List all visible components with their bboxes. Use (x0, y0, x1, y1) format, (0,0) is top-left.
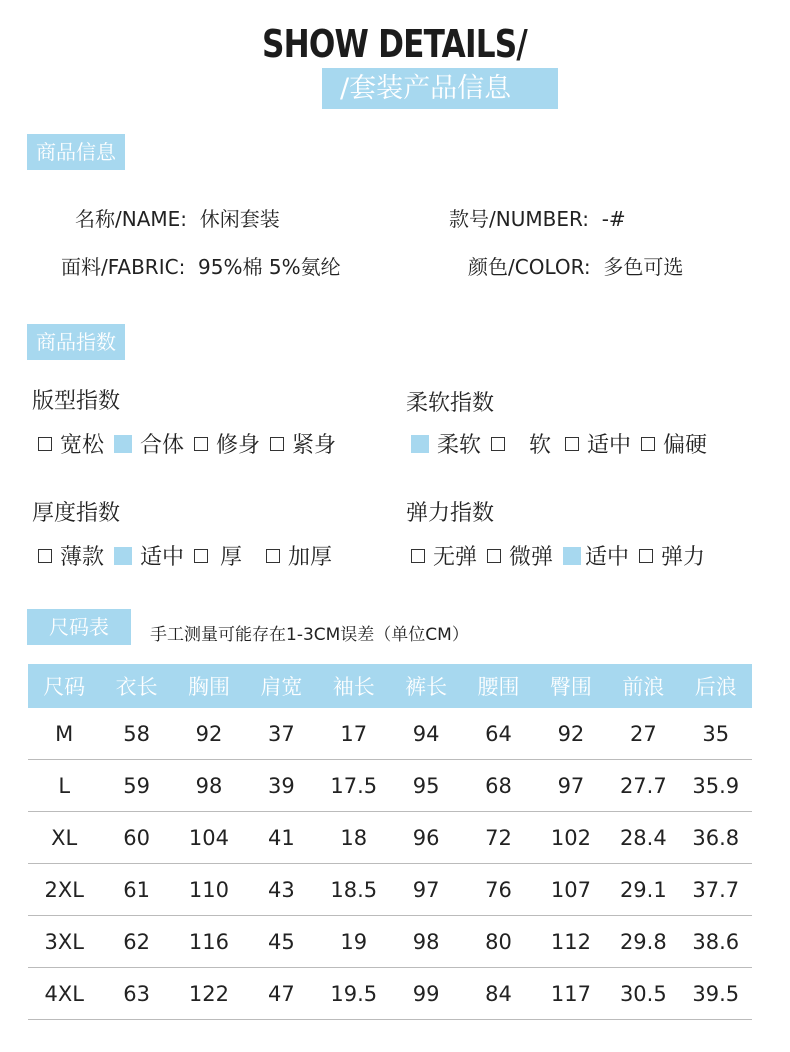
product-info-label: 商品信息 (27, 134, 125, 170)
checkbox-icon (194, 549, 208, 563)
color-label: 颜色/COLOR: (468, 255, 591, 279)
name-label: 名称/NAME: (75, 207, 188, 231)
table-cell: 3XL (28, 916, 100, 968)
table-cell: 47 (245, 968, 317, 1020)
checkbox-icon (491, 437, 505, 451)
elasticity-option-label: 微弹 (509, 545, 554, 570)
checkbox-icon (38, 549, 52, 563)
column-header: 肩宽 (245, 664, 317, 708)
table-cell: 110 (173, 864, 245, 916)
elasticity-option-label: 无弹 (433, 545, 478, 570)
fit-index-options (38, 428, 346, 459)
color-value: 多色可选 (603, 255, 684, 279)
elasticity-index-options (411, 540, 715, 571)
fit-index-title: 版型指数 (32, 389, 121, 414)
elasticity-option-3[interactable] (639, 540, 705, 571)
elasticity-option-0[interactable] (411, 540, 477, 571)
table-cell: 84 (462, 968, 534, 1020)
softness-option-0[interactable] (411, 428, 481, 459)
table-cell: 43 (245, 864, 317, 916)
checkbox-checked-icon (563, 547, 581, 565)
checkbox-checked-icon (114, 435, 132, 453)
table-cell: 107 (535, 864, 607, 916)
fit-option-label: 宽松 (60, 433, 105, 458)
checkbox-checked-icon (114, 547, 132, 565)
table-cell: 18.5 (318, 864, 390, 916)
table-header-row (28, 664, 752, 708)
checkbox-icon (639, 549, 653, 563)
softness-option-label: 柔软 (437, 433, 482, 458)
page-title: SHOW DETAILS/ (262, 22, 527, 66)
fabric-row (61, 253, 341, 281)
softness-option-label: 偏硬 (663, 433, 708, 458)
checkbox-icon (266, 549, 280, 563)
fit-option-3[interactable] (270, 428, 336, 459)
table-cell: 38.6 (680, 916, 752, 968)
thickness-index-title: 厚度指数 (32, 501, 121, 526)
thickness-option-3[interactable] (266, 540, 332, 571)
softness-option-label: 适中 (587, 433, 632, 458)
table-cell: 117 (535, 968, 607, 1020)
table-cell: 99 (390, 968, 462, 1020)
page-subtitle: /套装产品信息 (322, 68, 558, 109)
checkbox-icon (411, 549, 425, 563)
fabric-label: 面料/FABRIC: (61, 255, 186, 279)
table-cell: 37.7 (680, 864, 752, 916)
table-cell: 63 (100, 968, 172, 1020)
size-chart-label: 尺码表 (27, 609, 131, 645)
checkbox-icon (641, 437, 655, 451)
softness-option-2[interactable] (565, 428, 631, 459)
table-cell: 17 (318, 708, 390, 760)
table-cell: 116 (173, 916, 245, 968)
softness-index-options (411, 428, 717, 459)
elasticity-index-title: 弹力指数 (406, 501, 495, 526)
table-cell: 59 (100, 760, 172, 812)
name-row (75, 205, 280, 233)
table-cell: 35.9 (680, 760, 752, 812)
elasticity-option-1[interactable] (487, 540, 553, 571)
fit-option-2[interactable] (194, 428, 260, 459)
thickness-index-options (38, 540, 342, 571)
name-value: 休闲套装 (199, 207, 280, 231)
table-cell: 60 (100, 812, 172, 864)
thickness-option-label: 适中 (140, 545, 185, 570)
checkbox-icon (565, 437, 579, 451)
table-cell: 76 (462, 864, 534, 916)
number-row (449, 205, 626, 233)
table-cell: 68 (462, 760, 534, 812)
checkbox-icon (270, 437, 284, 451)
table-cell: 122 (173, 968, 245, 1020)
table-cell: 92 (173, 708, 245, 760)
table-cell: 95 (390, 760, 462, 812)
column-header: 胸围 (173, 664, 245, 708)
table-cell: 35 (680, 708, 752, 760)
table-cell: 29.1 (607, 864, 679, 916)
table-cell: 102 (535, 812, 607, 864)
thickness-option-label: 薄款 (60, 545, 105, 570)
table-cell: 104 (173, 812, 245, 864)
table-cell: 80 (462, 916, 534, 968)
table-cell: 97 (535, 760, 607, 812)
column-header: 尺码 (28, 664, 100, 708)
fit-option-0[interactable] (38, 428, 104, 459)
softness-index-title: 柔软指数 (406, 391, 495, 416)
table-cell: 62 (100, 916, 172, 968)
column-header: 袖长 (318, 664, 390, 708)
column-header: 后浪 (680, 664, 752, 708)
fit-option-label: 合体 (140, 433, 185, 458)
softness-option-1[interactable] (491, 428, 551, 459)
number-value: -# (601, 207, 626, 231)
table-row (28, 708, 752, 760)
thickness-option-label: 加厚 (288, 545, 333, 570)
table-row (28, 864, 752, 916)
table-cell: 18 (318, 812, 390, 864)
size-table (28, 664, 752, 1020)
table-cell: 112 (535, 916, 607, 968)
fit-option-1[interactable] (114, 428, 184, 459)
table-cell: 39.5 (680, 968, 752, 1020)
thickness-option-label: 厚 (220, 545, 243, 570)
table-cell: 64 (462, 708, 534, 760)
table-cell: 4XL (28, 968, 100, 1020)
table-cell: 27 (607, 708, 679, 760)
table-cell: 29.8 (607, 916, 679, 968)
table-cell: 41 (245, 812, 317, 864)
number-label: 款号/NUMBER: (449, 207, 589, 231)
column-header: 臀围 (535, 664, 607, 708)
table-row (28, 760, 752, 812)
column-header: 裤长 (390, 664, 462, 708)
table-row (28, 812, 752, 864)
column-header: 前浪 (607, 664, 679, 708)
table-cell: L (28, 760, 100, 812)
thickness-option-1[interactable] (114, 540, 184, 571)
fit-option-label: 修身 (216, 433, 261, 458)
thickness-option-2[interactable] (194, 540, 242, 571)
elasticity-option-label: 适中 (585, 545, 630, 570)
column-header: 衣长 (100, 664, 172, 708)
elasticity-option-2[interactable] (563, 540, 629, 571)
table-cell: 94 (390, 708, 462, 760)
table-cell: XL (28, 812, 100, 864)
color-row (468, 253, 683, 281)
table-cell: 30.5 (607, 968, 679, 1020)
table-cell: 28.4 (607, 812, 679, 864)
table-row (28, 916, 752, 968)
fit-option-label: 紧身 (292, 433, 337, 458)
table-cell: 2XL (28, 864, 100, 916)
table-cell: 19 (318, 916, 390, 968)
elasticity-option-label: 弹力 (661, 545, 706, 570)
table-cell: 96 (390, 812, 462, 864)
table-cell: 39 (245, 760, 317, 812)
table-cell: 97 (390, 864, 462, 916)
size-chart-note: 手工测量可能存在1-3CM误差（单位CM） (150, 625, 469, 645)
column-header: 腰围 (462, 664, 534, 708)
table-cell: 36.8 (680, 812, 752, 864)
checkbox-icon (487, 549, 501, 563)
checkbox-icon (194, 437, 208, 451)
table-cell: 98 (390, 916, 462, 968)
checkbox-checked-icon (411, 435, 429, 453)
table-cell: 58 (100, 708, 172, 760)
table-cell: 98 (173, 760, 245, 812)
softness-option-label: 软 (529, 433, 552, 458)
table-cell: 17.5 (318, 760, 390, 812)
table-cell: 45 (245, 916, 317, 968)
product-index-label: 商品指数 (27, 324, 125, 360)
table-cell: M (28, 708, 100, 760)
table-row (28, 968, 752, 1020)
thickness-option-0[interactable] (38, 540, 104, 571)
table-cell: 27.7 (607, 760, 679, 812)
table-cell: 72 (462, 812, 534, 864)
softness-option-3[interactable] (641, 428, 707, 459)
checkbox-icon (38, 437, 52, 451)
fabric-value: 95%棉 5%氨纶 (198, 255, 341, 279)
table-cell: 37 (245, 708, 317, 760)
table-cell: 92 (535, 708, 607, 760)
table-cell: 19.5 (318, 968, 390, 1020)
table-cell: 61 (100, 864, 172, 916)
